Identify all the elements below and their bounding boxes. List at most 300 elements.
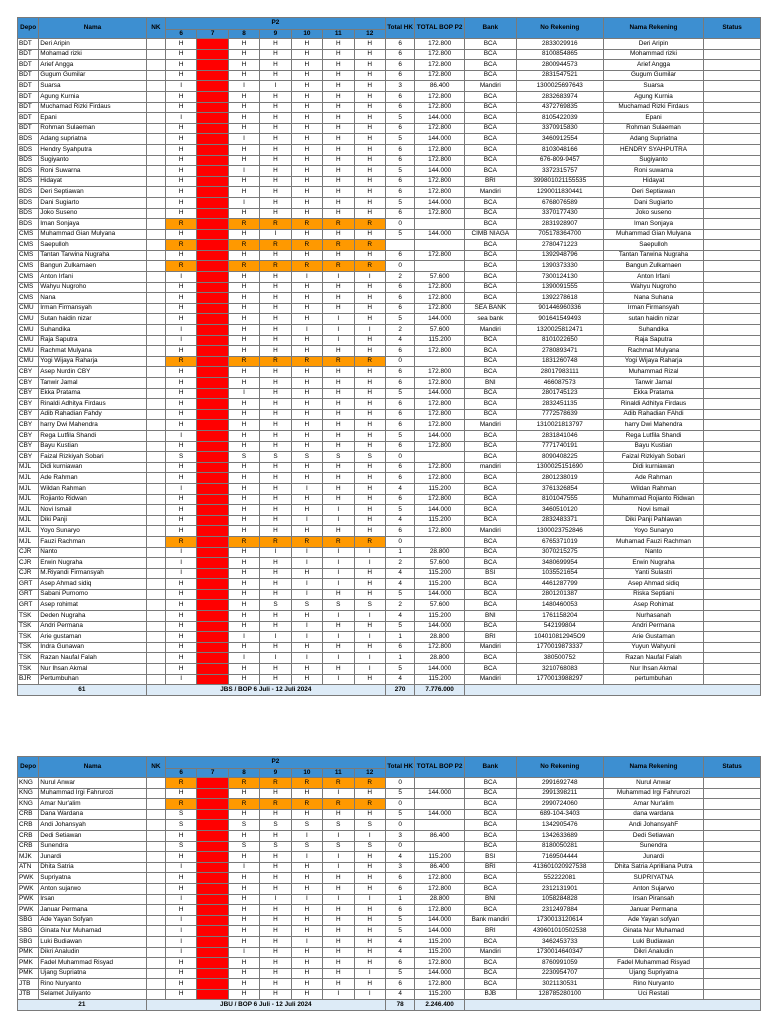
day-cell: H xyxy=(165,134,196,145)
nama-cell: Muchamad Rizki Firdaus xyxy=(39,102,146,113)
no-rekening-cell: 4372769835 xyxy=(516,102,603,113)
header-no-rekening: No Rekening xyxy=(516,757,603,778)
total-bop-cell: 28.800 xyxy=(415,894,465,905)
day-cell-holiday xyxy=(197,346,228,357)
nk-cell xyxy=(146,134,165,145)
table-row xyxy=(18,399,761,410)
total-bop-cell: 144.000 xyxy=(415,113,465,124)
total-bop-cell: 172.800 xyxy=(415,155,465,166)
nk-cell xyxy=(146,788,165,799)
bank-cell: BCA xyxy=(464,664,516,675)
day-cell: H xyxy=(228,968,259,979)
day-cell: S xyxy=(165,841,196,852)
day-cell: H xyxy=(354,229,385,240)
status-cell xyxy=(704,240,761,251)
nama-rekening-cell: Saepulloh xyxy=(603,240,703,251)
nama-rekening-cell: Bayu Kustian xyxy=(603,441,703,452)
day-cell-holiday xyxy=(197,155,228,166)
day-cell: H xyxy=(165,420,196,431)
nama-rekening-cell: Faizal Rizkiyah Sobari xyxy=(603,452,703,463)
nk-cell xyxy=(146,399,165,410)
bank-cell: BCA xyxy=(464,409,516,420)
day-cell: I xyxy=(165,568,196,579)
day-cell: H xyxy=(165,314,196,325)
total-hk-cell: 0 xyxy=(385,356,414,367)
nama-rekening-cell: Nurul Anwar xyxy=(603,778,703,789)
bank-cell: Mandiri xyxy=(464,81,516,92)
day-cell: I xyxy=(165,272,196,283)
total-bop-cell: 115.200 xyxy=(415,335,465,346)
day-cell: H xyxy=(260,388,291,399)
total-hk-cell: 6 xyxy=(385,378,414,389)
status-cell xyxy=(704,600,761,611)
day-cell: H xyxy=(291,250,322,261)
table-row xyxy=(18,335,761,346)
nk-cell xyxy=(146,60,165,71)
no-rekening-cell: 2831841046 xyxy=(516,430,603,441)
day-cell-holiday xyxy=(197,144,228,155)
header-total-bop: TOTAL BOP P2 xyxy=(415,757,465,778)
bank-cell: Bank mandiri xyxy=(464,915,516,926)
status-cell xyxy=(704,958,761,969)
no-rekening-cell: 1761158204 xyxy=(516,611,603,622)
day-cell: R xyxy=(323,799,354,810)
day-cell: H xyxy=(354,441,385,452)
no-rekening-cell: 3370915830 xyxy=(516,123,603,134)
day-cell: H xyxy=(260,272,291,283)
day-cell-holiday xyxy=(197,441,228,452)
total-hk-cell: 5 xyxy=(385,430,414,441)
day-cell-holiday xyxy=(197,958,228,969)
day-cell: H xyxy=(228,70,259,81)
table-row xyxy=(18,905,761,916)
no-rekening-cell: 28017983111 xyxy=(516,367,603,378)
day-cell: H xyxy=(228,958,259,969)
table-row xyxy=(18,452,761,463)
day-cell: H xyxy=(354,579,385,590)
day-cell: I xyxy=(323,314,354,325)
nk-cell xyxy=(146,155,165,166)
depo-cell: TSK xyxy=(18,611,39,622)
nama-cell: Diki Panji xyxy=(39,515,146,526)
day-cell: H xyxy=(228,809,259,820)
day-cell: I xyxy=(323,632,354,643)
day-cell: H xyxy=(291,303,322,314)
day-cell: H xyxy=(260,293,291,304)
bank-cell: BNI xyxy=(464,611,516,622)
day-cell: H xyxy=(165,632,196,643)
day-cell: I xyxy=(323,547,354,558)
total-bop-cell: 172.800 xyxy=(415,303,465,314)
no-rekening-cell: 1290011830441 xyxy=(516,187,603,198)
status-cell xyxy=(704,947,761,958)
total-hk-cell: 0 xyxy=(385,820,414,831)
day-cell: H xyxy=(165,653,196,664)
table-row xyxy=(18,388,761,399)
day-cell-holiday xyxy=(197,293,228,304)
day-cell: H xyxy=(228,430,259,441)
day-cell: H xyxy=(228,915,259,926)
total-hk-cell: 6 xyxy=(385,176,414,187)
nama-rekening-cell: Muhammad Rizal xyxy=(603,367,703,378)
day-cell: H xyxy=(354,883,385,894)
total-hk-cell: 4 xyxy=(385,335,414,346)
day-cell: H xyxy=(260,664,291,675)
status-cell xyxy=(704,653,761,664)
day-cell-holiday xyxy=(197,788,228,799)
bank-cell: BCA xyxy=(464,558,516,569)
nama-cell: Arief Angga xyxy=(39,60,146,71)
header-nama-rekening: Nama Rekening xyxy=(603,757,703,778)
day-cell: I xyxy=(228,632,259,643)
day-cell: H xyxy=(354,420,385,431)
depo-cell: CMU xyxy=(18,303,39,314)
day-cell: H xyxy=(323,70,354,81)
no-rekening-cell: 2831547521 xyxy=(516,70,603,81)
status-cell xyxy=(704,229,761,240)
table-row xyxy=(18,830,761,841)
nk-cell xyxy=(146,515,165,526)
day-cell: H xyxy=(228,664,259,675)
day-cell: R xyxy=(323,356,354,367)
total-bop-cell: 172.800 xyxy=(415,462,465,473)
nama-rekening-cell: Mohammad rizki xyxy=(603,49,703,60)
nama-cell: Asep rohimat xyxy=(39,600,146,611)
depo-cell: CBY xyxy=(18,367,39,378)
status-cell xyxy=(704,664,761,675)
depo-cell: PWK xyxy=(18,894,39,905)
day-cell-holiday xyxy=(197,250,228,261)
nama-rekening-cell: Agung Kurnia xyxy=(603,91,703,102)
day-cell: H xyxy=(291,788,322,799)
depo-cell: BDS xyxy=(18,134,39,145)
day-cell: I xyxy=(228,197,259,208)
total-hk-cell: 1 xyxy=(385,653,414,664)
day-cell-holiday xyxy=(197,621,228,632)
day-cell: H xyxy=(260,579,291,590)
table-row xyxy=(18,968,761,979)
day-cell: H xyxy=(354,494,385,505)
depo-cell: CRB xyxy=(18,841,39,852)
total-bop-cell: 172.800 xyxy=(415,102,465,113)
no-rekening-cell: 1831260748 xyxy=(516,356,603,367)
day-cell: I xyxy=(260,229,291,240)
day-cell: H xyxy=(228,547,259,558)
day-cell: H xyxy=(260,905,291,916)
total-hk-cell: 6 xyxy=(385,144,414,155)
total-bop-cell: 86.400 xyxy=(415,862,465,873)
day-cell: H xyxy=(291,166,322,177)
depo-cell: MJL xyxy=(18,515,39,526)
day-cell: H xyxy=(354,473,385,484)
bank-cell: BCA xyxy=(464,144,516,155)
bank-cell: BCA xyxy=(464,113,516,124)
no-rekening-cell: 466087573 xyxy=(516,378,603,389)
day-cell: H xyxy=(228,176,259,187)
day-cell-holiday xyxy=(197,430,228,441)
day-cell: H xyxy=(165,979,196,990)
day-cell: H xyxy=(228,621,259,632)
depo-cell: PWK xyxy=(18,883,39,894)
no-rekening-cell: 2991398211 xyxy=(516,788,603,799)
day-cell-holiday xyxy=(197,558,228,569)
header-day: 12 xyxy=(354,30,385,39)
day-cell: S xyxy=(354,600,385,611)
table-row xyxy=(18,240,761,251)
total-hk-cell: 1 xyxy=(385,547,414,558)
day-cell: H xyxy=(354,314,385,325)
day-cell: I xyxy=(165,547,196,558)
day-cell: H xyxy=(260,462,291,473)
day-cell: S xyxy=(260,841,291,852)
total-hk-cell: 4 xyxy=(385,611,414,622)
day-cell: H xyxy=(260,505,291,516)
no-rekening-cell: 1390373330 xyxy=(516,261,603,272)
total-bop-cell: 172.800 xyxy=(415,378,465,389)
day-cell-holiday xyxy=(197,335,228,346)
day-cell: I xyxy=(260,894,291,905)
nama-cell: Januar Permana xyxy=(39,905,146,916)
day-cell: H xyxy=(165,399,196,410)
day-cell: R xyxy=(165,356,196,367)
no-rekening-cell: 439601010502538 xyxy=(516,926,603,937)
day-cell: H xyxy=(323,947,354,958)
depo-cell: JTB xyxy=(18,989,39,1000)
day-cell-holiday xyxy=(197,862,228,873)
nama-cell: Erwin Nugraha xyxy=(39,558,146,569)
day-cell: H xyxy=(323,282,354,293)
total-hk-cell: 5 xyxy=(385,505,414,516)
day-cell-holiday xyxy=(197,219,228,230)
day-cell: H xyxy=(323,388,354,399)
header-row xyxy=(18,757,761,769)
no-rekening-cell: 2991692748 xyxy=(516,778,603,789)
day-cell: H xyxy=(165,905,196,916)
day-cell-holiday xyxy=(197,409,228,420)
nama-rekening-cell: Yogi Wijaya Raharja xyxy=(603,356,703,367)
depo-cell: GRT xyxy=(18,600,39,611)
nk-cell xyxy=(146,809,165,820)
bank-cell: Mandiri xyxy=(464,420,516,431)
day-cell: H xyxy=(323,979,354,990)
total-hk-cell: 6 xyxy=(385,282,414,293)
day-cell: H xyxy=(260,515,291,526)
day-cell: S xyxy=(228,841,259,852)
bank-cell: BCA xyxy=(464,134,516,145)
status-cell xyxy=(704,568,761,579)
day-cell: H xyxy=(323,809,354,820)
status-cell xyxy=(704,155,761,166)
total-bop-cell: 57.600 xyxy=(415,600,465,611)
nama-cell: Deri Aripin xyxy=(39,39,146,50)
nama-cell: Raja Saputra xyxy=(39,335,146,346)
no-rekening-cell: 676-809-9457 xyxy=(516,155,603,166)
nk-cell xyxy=(146,356,165,367)
nama-cell: Nurul Anwar xyxy=(39,778,146,789)
bank-cell: BCA xyxy=(464,820,516,831)
nama-cell: Agung Kurnia xyxy=(39,91,146,102)
bank-cell: BCA xyxy=(464,579,516,590)
day-cell-holiday xyxy=(197,452,228,463)
total-hk-cell: 6 xyxy=(385,473,414,484)
total-hk-cell: 6 xyxy=(385,303,414,314)
status-cell xyxy=(704,862,761,873)
total-hk-cell: 5 xyxy=(385,926,414,937)
status-cell xyxy=(704,515,761,526)
nk-cell xyxy=(146,968,165,979)
day-cell: H xyxy=(323,187,354,198)
day-cell: I xyxy=(323,989,354,1000)
day-cell: I xyxy=(260,547,291,558)
day-cell: I xyxy=(291,852,322,863)
status-cell xyxy=(704,473,761,484)
nama-rekening-cell: Fadel Muhammad Risyad xyxy=(603,958,703,969)
status-cell xyxy=(704,144,761,155)
depo-cell: BDT xyxy=(18,113,39,124)
bank-cell: BCA xyxy=(464,809,516,820)
day-cell-holiday xyxy=(197,589,228,600)
day-cell: R xyxy=(354,240,385,251)
header-total-bop: TOTAL BOP P2 xyxy=(415,18,465,39)
no-rekening-cell: 6765371019 xyxy=(516,536,603,547)
day-cell: R xyxy=(228,536,259,547)
day-cell-holiday xyxy=(197,809,228,820)
nama-cell: Asep Ahmad sidiq xyxy=(39,579,146,590)
day-cell: H xyxy=(260,102,291,113)
day-cell: I xyxy=(165,894,196,905)
day-cell: H xyxy=(291,123,322,134)
day-cell: H xyxy=(354,282,385,293)
nk-cell xyxy=(146,664,165,675)
day-cell: H xyxy=(260,483,291,494)
no-rekening-cell: 2832451135 xyxy=(516,399,603,410)
day-cell: H xyxy=(165,49,196,60)
day-cell: H xyxy=(354,187,385,198)
table-row xyxy=(18,155,761,166)
depo-cell: CBY xyxy=(18,430,39,441)
depo-cell: TSK xyxy=(18,664,39,675)
day-cell: I xyxy=(260,81,291,92)
bank-cell: BCA xyxy=(464,208,516,219)
total-bop-cell: 172.800 xyxy=(415,642,465,653)
total-bop-cell: 115.200 xyxy=(415,611,465,622)
no-rekening-cell: 2800944573 xyxy=(516,60,603,71)
day-cell-holiday xyxy=(197,989,228,1000)
nama-cell: Rojianto Ridwan xyxy=(39,494,146,505)
summary-total-hk: 270 xyxy=(385,685,414,696)
day-cell: H xyxy=(354,49,385,60)
status-cell xyxy=(704,250,761,261)
day-cell: I xyxy=(291,515,322,526)
day-cell: H xyxy=(260,420,291,431)
no-rekening-cell: 3070215275 xyxy=(516,547,603,558)
bank-cell: BCA xyxy=(464,102,516,113)
day-cell: H xyxy=(291,473,322,484)
day-cell: H xyxy=(291,197,322,208)
no-rekening-cell: 413601020927538 xyxy=(516,862,603,873)
day-cell: I xyxy=(165,335,196,346)
bank-cell: BCA xyxy=(464,621,516,632)
day-cell-holiday xyxy=(197,894,228,905)
day-cell: H xyxy=(291,399,322,410)
total-bop-cell xyxy=(415,841,465,852)
status-cell xyxy=(704,70,761,81)
nk-cell xyxy=(146,579,165,590)
summary-row xyxy=(18,685,761,696)
nama-cell: Irsan xyxy=(39,894,146,905)
day-cell: H xyxy=(354,197,385,208)
total-hk-cell: 6 xyxy=(385,39,414,50)
day-cell: H xyxy=(354,621,385,632)
total-bop-cell: 144.000 xyxy=(415,589,465,600)
nk-cell xyxy=(146,611,165,622)
status-cell xyxy=(704,894,761,905)
nama-rekening-cell: Nur Ihsan Akmal xyxy=(603,664,703,675)
day-cell: I xyxy=(291,894,322,905)
depo-cell: MJK xyxy=(18,852,39,863)
day-cell: H xyxy=(291,642,322,653)
bank-cell: BCA xyxy=(464,979,516,990)
day-cell: H xyxy=(354,367,385,378)
day-cell-holiday xyxy=(197,378,228,389)
day-cell: H xyxy=(228,894,259,905)
day-cell: H xyxy=(260,852,291,863)
bank-cell: BCA xyxy=(464,219,516,230)
total-bop-cell: 144.000 xyxy=(415,505,465,516)
bank-cell: BCA xyxy=(464,873,516,884)
day-cell: H xyxy=(354,873,385,884)
nama-rekening-cell: Didi kurniawan xyxy=(603,462,703,473)
nama-rekening-cell: Dhita Satria Aprilliana Putra xyxy=(603,862,703,873)
total-hk-cell: 2 xyxy=(385,600,414,611)
nama-rekening-cell: Deri Septiawan xyxy=(603,187,703,198)
day-cell-holiday xyxy=(197,462,228,473)
day-cell: H xyxy=(323,102,354,113)
day-cell: H xyxy=(228,936,259,947)
total-hk-cell: 1 xyxy=(385,894,414,905)
day-cell: H xyxy=(228,49,259,60)
day-cell: S xyxy=(165,809,196,820)
day-cell-holiday xyxy=(197,642,228,653)
day-cell: H xyxy=(260,936,291,947)
nama-cell: Selamet Juliyanto xyxy=(39,989,146,1000)
nk-cell xyxy=(146,144,165,155)
day-cell: R xyxy=(354,778,385,789)
nama-rekening-cell: Erwin Nugraha xyxy=(603,558,703,569)
nk-cell xyxy=(146,367,165,378)
total-bop-cell: 172.800 xyxy=(415,293,465,304)
day-cell-holiday xyxy=(197,473,228,484)
nama-rekening-cell: Irsan Piransah xyxy=(603,894,703,905)
nk-cell xyxy=(146,113,165,124)
day-cell: H xyxy=(291,568,322,579)
depo-cell: MJL xyxy=(18,494,39,505)
table-row xyxy=(18,144,761,155)
header-day: 11 xyxy=(323,30,354,39)
total-hk-cell: 5 xyxy=(385,229,414,240)
summary-row xyxy=(18,1000,761,1011)
total-hk-cell: 6 xyxy=(385,905,414,916)
total-hk-cell: 6 xyxy=(385,441,414,452)
header-total-hk: Total HK xyxy=(385,18,414,39)
nk-cell xyxy=(146,547,165,558)
day-cell: S xyxy=(260,600,291,611)
nk-cell xyxy=(146,862,165,873)
status-cell xyxy=(704,399,761,410)
nama-rekening-cell: Raja Saputra xyxy=(603,335,703,346)
day-cell: H xyxy=(165,123,196,134)
table-row xyxy=(18,989,761,1000)
